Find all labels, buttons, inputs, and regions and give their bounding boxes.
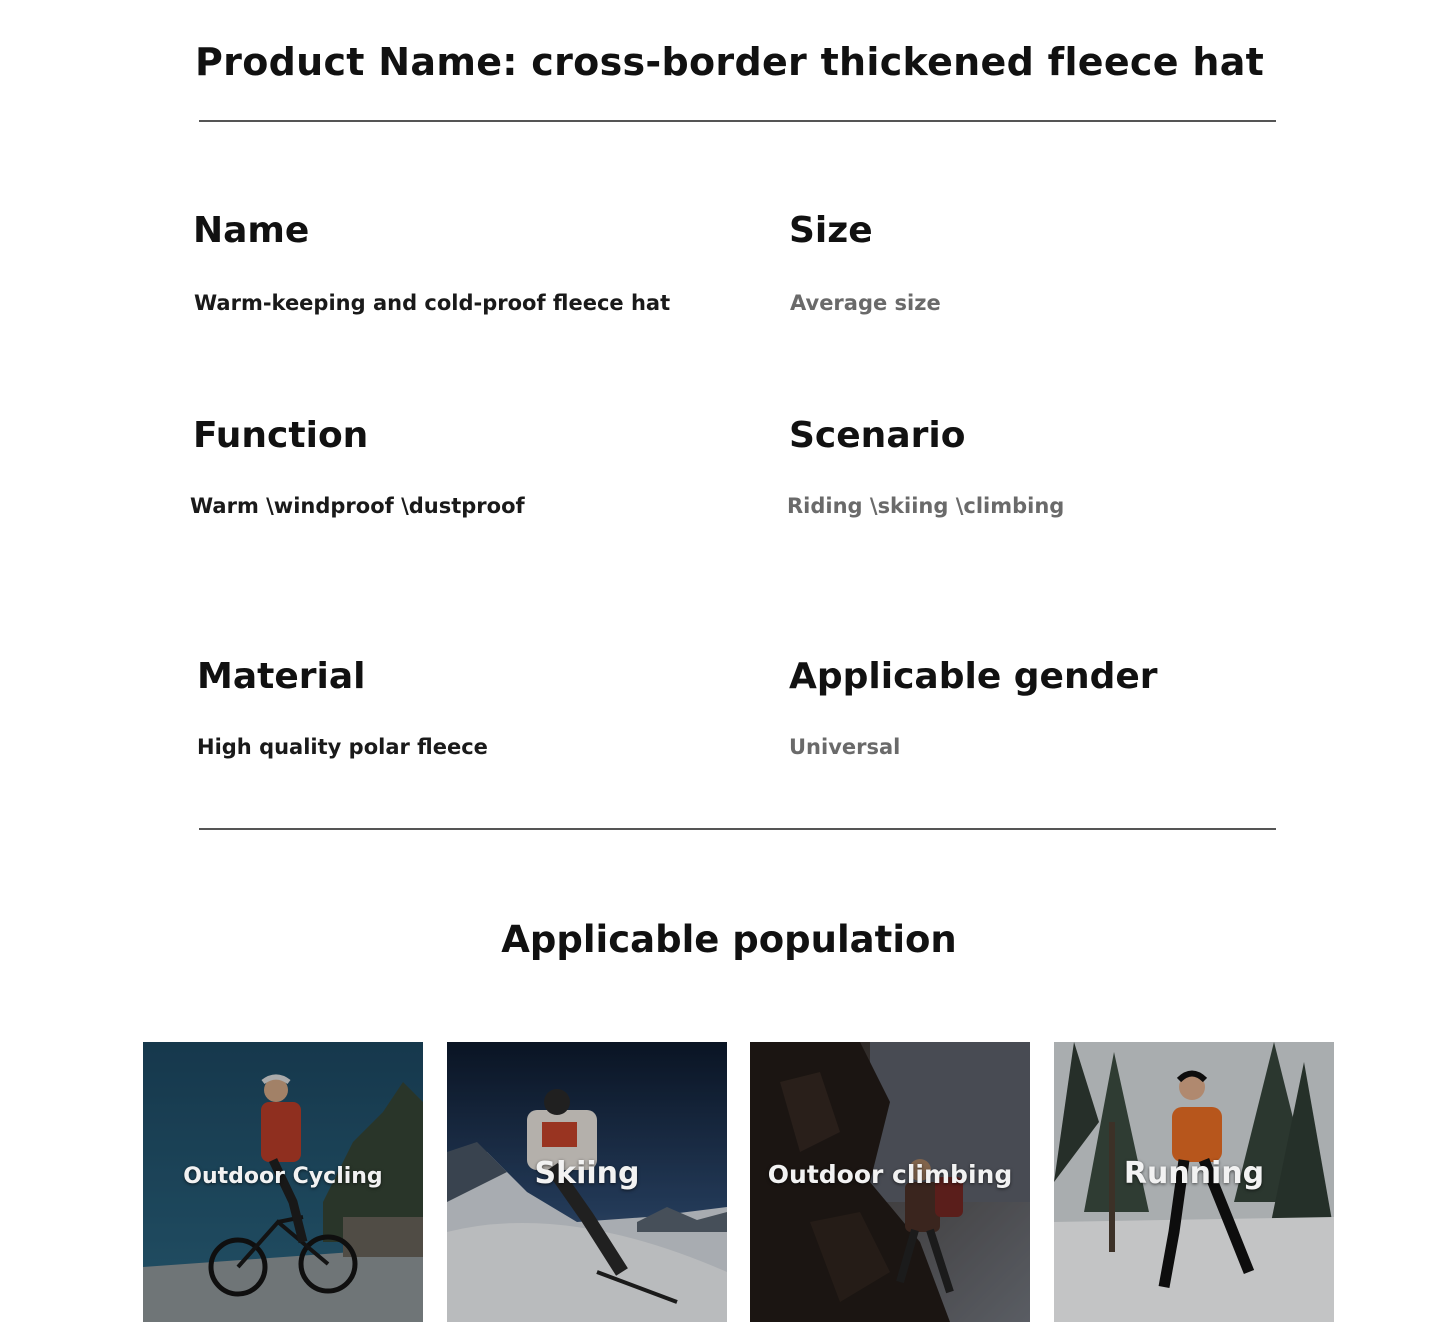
tile-label: Skiing: [534, 1156, 640, 1191]
spec-gender-value: Universal: [789, 735, 901, 759]
population-tile-running: [1054, 1042, 1334, 1322]
spec-material-value: High quality polar fleece: [197, 735, 488, 759]
population-tile-skiing: [447, 1042, 727, 1322]
tile-label: Running: [1123, 1156, 1265, 1191]
spec-scenario-label: Scenario: [789, 415, 966, 456]
spec-size-value: Average size: [790, 291, 941, 315]
tile-label: Outdoor Cycling: [183, 1164, 383, 1189]
population-title: Applicable population: [501, 918, 957, 961]
bottom-divider: [199, 828, 1276, 830]
population-tile-climbing: [750, 1042, 1030, 1322]
spec-function-value: Warm \windproof \dustproof: [190, 494, 525, 518]
spec-size-label: Size: [789, 210, 873, 251]
spec-name-label: Name: [193, 210, 310, 251]
tile-label: Outdoor climbing: [767, 1160, 1013, 1189]
spec-name-value: Warm-keeping and cold-proof fleece hat: [194, 291, 671, 315]
spec-function-label: Function: [193, 415, 369, 456]
population-tile-cycling: [143, 1042, 423, 1322]
spec-scenario-value: Riding \skiing \climbing: [787, 494, 1065, 518]
spec-gender-label: Applicable gender: [789, 656, 1158, 697]
top-divider: [199, 120, 1276, 122]
spec-material-label: Material: [197, 656, 366, 697]
product-title: Product Name: cross-border thickened fleece hat: [195, 40, 1265, 84]
